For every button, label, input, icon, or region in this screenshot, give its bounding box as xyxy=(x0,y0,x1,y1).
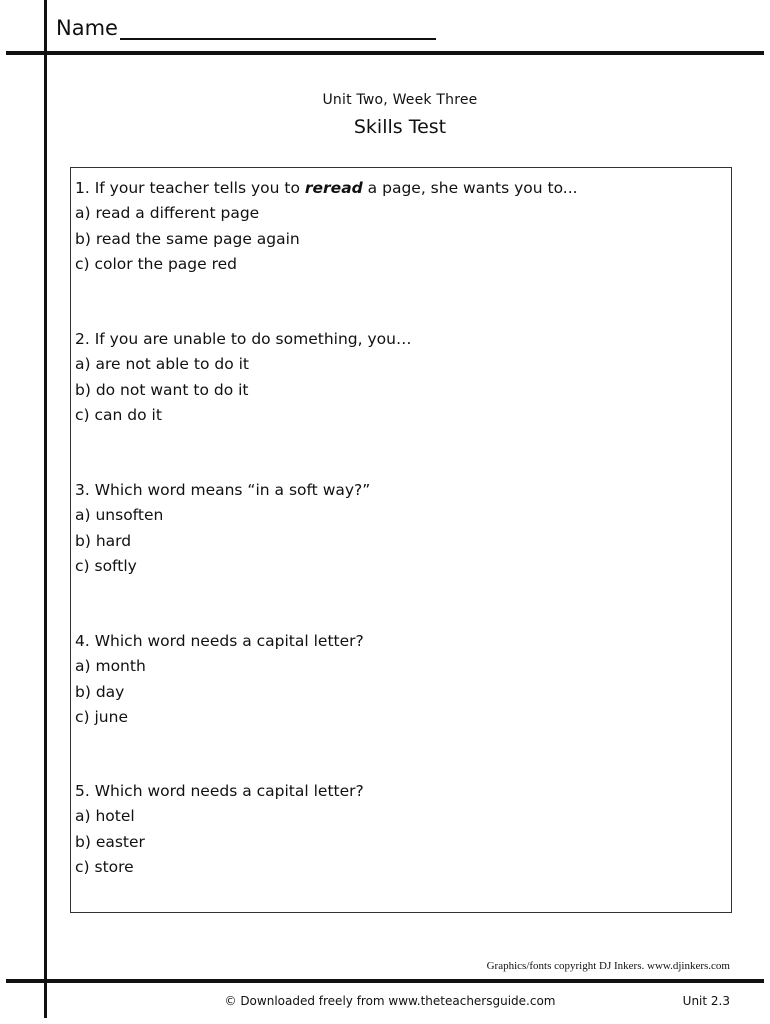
question-3 xyxy=(75,478,727,579)
prompt-emphasis: reread xyxy=(304,179,363,197)
answer-option: b) read the same page again xyxy=(75,229,300,248)
answer-option: a) hotel xyxy=(75,807,135,826)
question-1 xyxy=(75,176,727,277)
answer-option: a) read a different page xyxy=(75,204,260,223)
answer-option: a) are not able to do it xyxy=(75,355,250,374)
name-label: Name xyxy=(56,16,118,40)
download-notice: © Downloaded freely from www.theteachersguide.com xyxy=(224,994,556,1008)
question-prompt: 5. Which word needs a capital letter? xyxy=(75,782,364,800)
unit-number: Unit 2.3 xyxy=(682,994,730,1008)
answer-option: c) store xyxy=(75,857,134,876)
worksheet-subtitle: Unit Two, Week Three xyxy=(322,92,478,108)
question-2 xyxy=(75,327,727,428)
answer-option: c) softly xyxy=(75,556,137,575)
answer-option: c) june xyxy=(75,707,128,726)
name-field xyxy=(56,16,436,40)
footer-rule xyxy=(6,979,764,983)
answer-option: b) easter xyxy=(75,832,145,851)
name-blank-line[interactable] xyxy=(120,16,436,40)
question-prompt: 3. Which word means “in a soft way?” xyxy=(75,481,371,499)
answer-option: b) do not want to do it xyxy=(75,380,249,399)
question-prompt xyxy=(75,176,727,201)
left-margin-rule xyxy=(44,0,47,1018)
question-4 xyxy=(75,629,727,730)
answer-option: a) unsoften xyxy=(75,506,164,525)
worksheet-title: Skills Test xyxy=(353,116,447,138)
header-rule xyxy=(6,51,764,55)
copyright-notice: Graphics/fonts copyright DJ Inkers. www.djinkers.com xyxy=(486,960,730,972)
questions-box xyxy=(70,167,732,913)
prompt-text: a page, she wants you to... xyxy=(362,179,578,197)
answer-option: c) color the page red xyxy=(75,254,238,273)
answer-option: c) can do it xyxy=(75,405,162,424)
prompt-text: 1. If your teacher tells you to xyxy=(75,179,305,197)
question-5 xyxy=(75,779,727,880)
question-prompt: 2. If you are unable to do something, you… xyxy=(75,330,412,348)
question-prompt: 4. Which word needs a capital letter? xyxy=(75,632,364,650)
answer-option: a) month xyxy=(75,657,146,676)
answer-option: b) day xyxy=(75,682,125,701)
answer-option: b) hard xyxy=(75,531,132,550)
